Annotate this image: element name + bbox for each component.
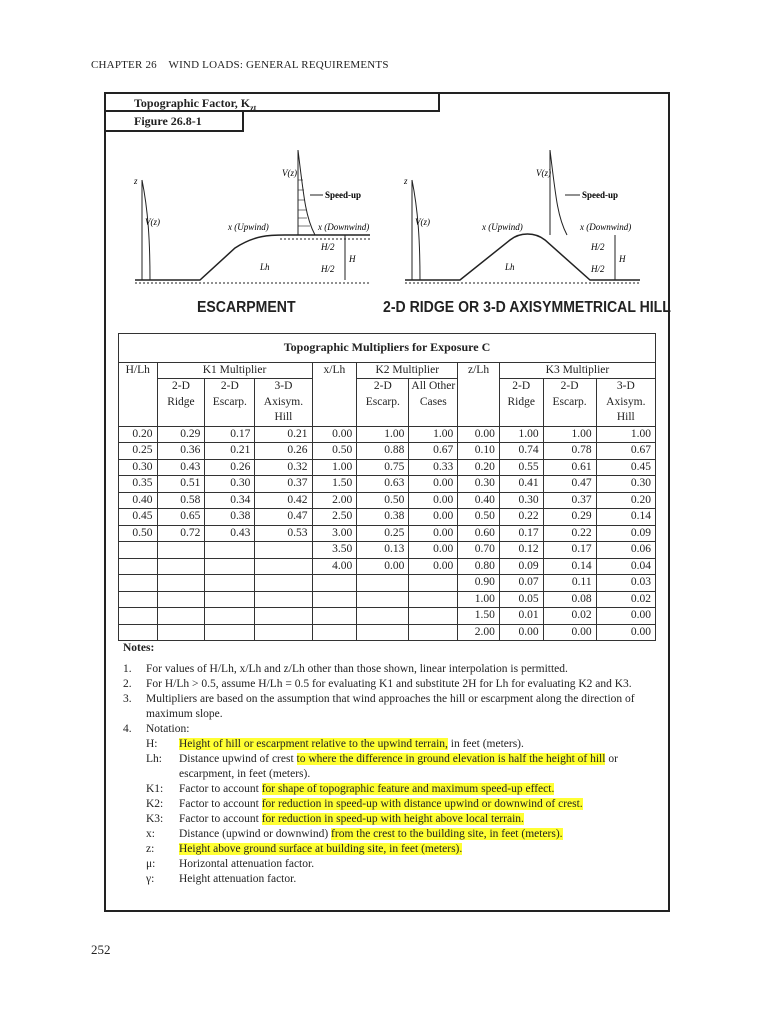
table-cell: 0.00 [458,426,500,443]
table-cell: 0.50 [119,525,158,542]
table-row [119,426,656,443]
table-row [119,608,656,625]
table-cell [255,542,312,559]
table-cell: 1.50 [458,608,500,625]
def-mu: μ: Horizontal attenuation factor. [146,858,315,870]
table-cell: 0.61 [543,459,596,476]
table-cell: 0.00 [312,426,357,443]
table-cell [409,575,458,592]
table-cell: 0.01 [499,608,543,625]
table-cell [255,591,312,608]
table-cell: 0.41 [499,476,543,493]
right-h2-bottom: H/2 [591,264,605,274]
table-cell: 0.14 [596,509,655,526]
left-downwind: x (Downwind) [318,222,370,232]
table-cell: 0.00 [409,476,458,493]
table-cell: 0.09 [499,558,543,575]
table-cell [255,624,312,641]
running-header [91,59,389,71]
right-h: H [619,254,626,264]
table-cell: 0.38 [205,509,255,526]
table-row [119,558,656,575]
table-cell: 0.00 [543,624,596,641]
left-vz-label: V(z) [145,217,160,227]
table-row [119,542,656,559]
table-cell: 0.30 [596,476,655,493]
table-cell [119,591,158,608]
table-cell: 0.65 [157,509,205,526]
table-cell [312,624,357,641]
k1-hill-header: 3-D Axisym. Hill [255,379,312,427]
table-cell: 0.03 [596,575,655,592]
table-cell [157,558,205,575]
table-cell: 4.00 [312,558,357,575]
table-cell: 0.80 [458,558,500,575]
table-cell: 1.00 [409,426,458,443]
table-body [119,426,656,641]
escarpment-caption: ESCARPMENT [197,299,296,316]
table-cell: 1.00 [499,426,543,443]
table-cell: 0.25 [357,525,409,542]
table-cell: 0.00 [596,624,655,641]
table-cell: 0.26 [255,443,312,460]
right-vz-top: V(z) [536,168,551,178]
table-cell: 0.51 [157,476,205,493]
table-cell: 0.22 [499,509,543,526]
table-cell [157,542,205,559]
table-cell: 0.53 [255,525,312,542]
table-cell: 0.20 [458,459,500,476]
note-3: 3. Multipliers are based on the assumption that wind approaches the hill or escarpment along the direction of maximum slope. [123,693,635,720]
table-cell: 0.17 [499,525,543,542]
table-cell [255,608,312,625]
table-cell: 1.00 [458,591,500,608]
table-cell: 0.00 [357,558,409,575]
table-cell: 0.75 [357,459,409,476]
table-row [119,459,656,476]
def-gamma: γ: Height attenuation factor. [146,873,297,885]
k2-other-header: All Other Cases [409,379,458,427]
left-lh: Lh [260,262,270,272]
table-cell: 2.00 [312,492,357,509]
table-row [119,624,656,641]
left-upwind: x (Upwind) [228,222,269,232]
page-number: 252 [91,942,111,957]
k3-hill-header: 3-D Axisym. Hill [596,379,655,427]
k2-escarp-header: 2-D Escarp. [357,379,409,427]
table-cell: 0.08 [543,591,596,608]
table-cell: 0.43 [157,459,205,476]
table-cell: 0.78 [543,443,596,460]
table-cell: 0.36 [157,443,205,460]
note-1: 1. For values of H/Lh, x/Lh and z/Lh other than those shown, linear interpolation is permitted. [123,663,568,675]
right-h2-top: H/2 [591,242,605,252]
table-cell: 0.42 [255,492,312,509]
table-cell: 0.11 [543,575,596,592]
table-cell [409,608,458,625]
table-cell: 0.14 [543,558,596,575]
def-K3: K3: Factor to account for reduction in speed-up with height above local terrain. [146,813,524,825]
table-cell: 2.00 [458,624,500,641]
table-cell [119,542,158,559]
table-cell: 0.50 [312,443,357,460]
table-cell: 0.30 [119,459,158,476]
table-title: Topographic Multipliers for Exposure C [119,334,656,363]
table-cell: 0.04 [596,558,655,575]
table-cell: 0.00 [409,558,458,575]
table-cell: 0.43 [205,525,255,542]
table-cell: 0.37 [255,476,312,493]
table-cell: 0.02 [596,591,655,608]
chapter-title: WIND LOADS: GENERAL REQUIREMENTS [168,59,389,71]
table-cell: 0.47 [543,476,596,493]
table-cell: 0.00 [409,492,458,509]
table-cell: 0.00 [409,542,458,559]
table-row [119,476,656,493]
table-cell: 0.29 [543,509,596,526]
table-cell [157,608,205,625]
left-speedup: Speed-up [325,190,362,200]
table-cell [205,558,255,575]
table-row [119,525,656,542]
table-cell: 0.22 [543,525,596,542]
escarpment-diagram [133,150,370,283]
table-row [119,575,656,592]
table-cell: 0.50 [357,492,409,509]
table-cell [409,624,458,641]
table-cell: 0.63 [357,476,409,493]
table-cell: 0.00 [409,509,458,526]
table-cell: 0.37 [543,492,596,509]
hl-header: H/Lh [119,362,158,426]
table-cell: 0.21 [255,426,312,443]
k2-group-header: K2 Multiplier [357,362,458,379]
table-cell: 0.58 [157,492,205,509]
note-4: 4. Notation: [123,723,190,735]
table-cell: 0.00 [499,624,543,641]
table-cell: 0.70 [458,542,500,559]
table-cell [357,591,409,608]
multiplier-table [118,333,656,641]
def-z: z: Height above ground surface at building site, in feet (meters). [146,843,463,855]
xl-header: x/Lh [312,362,357,426]
table-cell: 1.00 [357,426,409,443]
note-2: 2. For H/Lh > 0.5, assume H/Lh = 0.5 for evaluating K1 and substitute 2H for Lh for evaluating K2 and K3. [123,678,632,690]
topography-diagram [120,140,660,300]
table-cell: 0.06 [596,542,655,559]
table-cell: 0.07 [499,575,543,592]
def-K2: K2: Factor to account for reduction in speed-up with distance upwind or downwind of crest. [146,798,583,810]
table-cell: 1.00 [543,426,596,443]
figure-number: Figure 26.8-1 [104,112,244,132]
notes-heading: Notes: [123,642,155,654]
table-row [119,509,656,526]
table-cell [205,608,255,625]
table-cell: 0.88 [357,443,409,460]
right-lh: Lh [505,262,515,272]
table-cell: 0.30 [205,476,255,493]
left-h2-bottom: H/2 [321,264,335,274]
table-cell: 0.05 [499,591,543,608]
table-cell: 0.17 [543,542,596,559]
table-cell: 0.60 [458,525,500,542]
ridge-caption: 2-D RIDGE OR 3-D AXISYMMETRICAL HILL [383,299,671,316]
table-cell: 0.13 [357,542,409,559]
left-vz-top: V(z) [282,168,297,178]
k3-escarp-header: 2-D Escarp. [543,379,596,427]
zl-header: z/Lh [458,362,500,426]
table-cell [205,591,255,608]
table-cell [312,591,357,608]
k1-escarp-header: 2-D Escarp. [205,379,255,427]
table-cell: 0.02 [543,608,596,625]
table-cell: 2.50 [312,509,357,526]
table-cell: 0.34 [205,492,255,509]
table-cell: 0.33 [409,459,458,476]
table-cell: 0.90 [458,575,500,592]
table-cell: 0.17 [205,426,255,443]
table-cell: 1.50 [312,476,357,493]
ridge-diagram [403,150,640,283]
table-cell [357,575,409,592]
table-cell: 0.30 [458,476,500,493]
right-downwind: x (Downwind) [580,222,632,232]
chapter-number: CHAPTER 26 [91,59,157,71]
table-cell [119,608,158,625]
table-cell: 0.40 [458,492,500,509]
table-cell: 0.55 [499,459,543,476]
table-cell: 0.47 [255,509,312,526]
table-cell [312,608,357,625]
table-cell: 0.12 [499,542,543,559]
def-K1: K1: Factor to account for shape of topographic feature and maximum speed-up effect. [146,783,555,795]
table-cell: 0.20 [596,492,655,509]
k3-ridge-header: 2-D Ridge [499,379,543,427]
table-cell: 0.67 [409,443,458,460]
table-cell [357,624,409,641]
table-cell: 0.00 [409,525,458,542]
table-cell [205,624,255,641]
right-upwind: x (Upwind) [482,222,523,232]
table-cell: 0.09 [596,525,655,542]
right-speedup: Speed-up [582,190,619,200]
notes [123,641,658,887]
table-cell: 0.50 [458,509,500,526]
table-cell [409,591,458,608]
def-Lh: Lh: Distance upwind of crest to where the difference in ground elevation is half the height of hill or escarpment, in feet (meters). [146,753,618,780]
table-cell [157,624,205,641]
table-cell: 0.30 [499,492,543,509]
table-cell: 3.00 [312,525,357,542]
table-cell: 0.67 [596,443,655,460]
table-cell [119,575,158,592]
right-vz-label: V(z) [415,217,430,227]
table-cell: 0.26 [205,459,255,476]
right-z-label: z [404,176,408,186]
left-h2-top: H/2 [321,242,335,252]
table-cell: 1.00 [312,459,357,476]
left-z-label: z [134,176,138,186]
table-cell: 0.72 [157,525,205,542]
table-cell: 0.21 [205,443,255,460]
table-row [119,443,656,460]
table-cell: 1.00 [596,426,655,443]
left-h: H [349,254,356,264]
table-row [119,591,656,608]
table-cell: 0.00 [596,608,655,625]
table-row [119,492,656,509]
k1-ridge-header: 2-D Ridge [157,379,205,427]
table-cell: 0.38 [357,509,409,526]
k3-group-header: K3 Multiplier [499,362,655,379]
table-cell: 0.45 [119,509,158,526]
table-cell [157,575,205,592]
table-cell [312,575,357,592]
table-cell: 0.29 [157,426,205,443]
def-x: x: Distance (upwind or downwind) from the crest to the building site, in feet (meters). [146,828,563,840]
table-cell: 0.20 [119,426,158,443]
def-H: H: Height of hill or escarpment relative to the upwind terrain, in feet (meters). [146,738,524,750]
table-cell: 0.74 [499,443,543,460]
table-cell [205,542,255,559]
table-cell: 0.40 [119,492,158,509]
figure-title: Topographic Factor, $K_{zt}$ [104,92,440,112]
table-cell: 0.32 [255,459,312,476]
table-cell [119,624,158,641]
table-cell [357,608,409,625]
table-cell: 0.35 [119,476,158,493]
table-cell: 0.25 [119,443,158,460]
table-cell [255,558,312,575]
table-cell [205,575,255,592]
table-cell [255,575,312,592]
table-cell [157,591,205,608]
table-cell: 0.10 [458,443,500,460]
table-cell [119,558,158,575]
k1-group-header: K1 Multiplier [157,362,312,379]
table-cell: 0.45 [596,459,655,476]
table-cell: 3.50 [312,542,357,559]
